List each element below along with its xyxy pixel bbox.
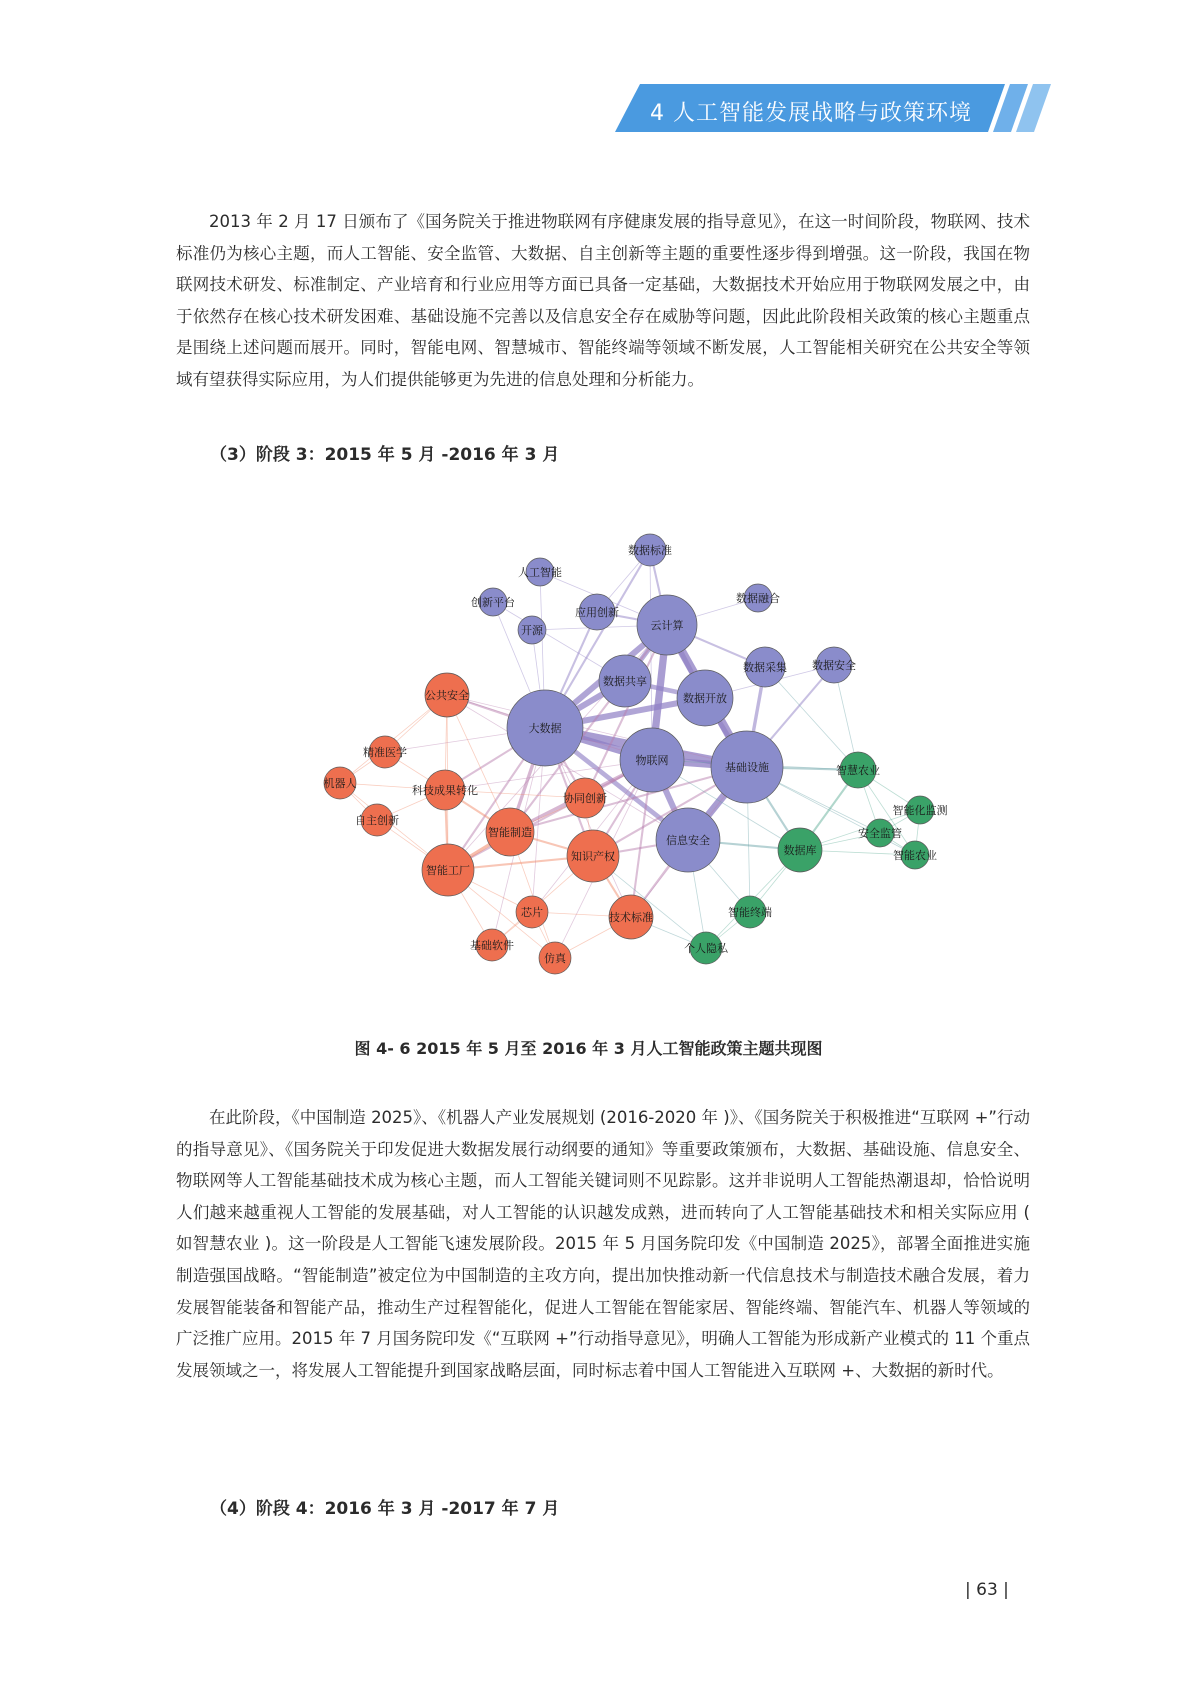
topic-cooccurrence-graph — [240, 510, 948, 1000]
graph-node-zhinenggongchang — [422, 844, 474, 896]
graph-node-yingyongchuangxin — [575, 594, 619, 630]
paragraph: 在此阶段，《中国制造 2025》、《机器人产业发展规划 (2016-2020 年 )》、《国务院关于积极推进“互联网 +”行动的指导意见》、《国务院关于印发促进大数据发展行动纲要的通知》等重要政策颁布，大数据、基础设施、信息安全、物联网等人工智能基础技术成为核心主题，而人工智能关键词则不见踪影。这并非说明人工智能热潮退却，恰恰说明人们越来越重视人工智能的发展基础，对人工智能的认识越发成熟，进而转向了人工智能基础技术和相关实际应用 ( 如智慧农业 )。这一阶段是人工智能飞速发展阶段。2015 年 5 月国务院印发《中国制造 2025》，部署全面推进实施制造强国战略。“智能制造”被定位为中国制造的主攻方向，提出加快推动新一代信息技术与制造技术融合发展，着力发展智能装备和智能产品，推动生产过程智能化，促进人工智能在智能家居、智能终端、智能汽车、机器人等领域的广泛推广应用。2015 年 7 月国务院印发《“互联网 +”行动指导意见》，明确人工智能为形成新产业模式的 11 个重点发展领域之一，将发展人工智能提升到国家战略层面，同时标志着中国人工智能进入互联网 +、大数据的新时代。 — [176, 1108, 1030, 1380]
node-label: 智能化监测 — [892, 804, 948, 817]
graph-node-yunjisuan — [637, 595, 697, 655]
graph-node-fangzhen — [539, 942, 571, 974]
graph-node-shujukaifang — [677, 670, 733, 726]
graph-node-shujuku — [778, 828, 822, 872]
graph-node-zhinengzhizao — [486, 808, 534, 856]
node-label: 智能终端 — [728, 906, 772, 919]
node-label: 数据共享 — [603, 675, 647, 688]
node-label: 应用创新 — [575, 606, 619, 619]
node-label: 智能农业 — [893, 849, 937, 862]
graph-node-zhishichanquan — [567, 830, 619, 882]
graph-node-shujucaiji — [743, 647, 787, 687]
graph-node-xinpian — [516, 896, 548, 928]
graph-node-xietongchuangxin — [563, 778, 607, 818]
graph-node-rengongzhineng — [518, 558, 562, 586]
node-label: 基础设施 — [725, 761, 769, 774]
graph-node-shujubiaozhun — [628, 534, 672, 566]
graph-node-jichuruanjian — [470, 929, 514, 961]
graph-node-shujuronghe — [736, 584, 780, 612]
graph-node-kaiyuan — [518, 616, 546, 644]
node-label: 协同创新 — [563, 792, 607, 805]
page-number: | 63 | — [965, 1580, 1009, 1600]
chapter-title: 4 人工智能发展战略与政策环境 — [650, 101, 972, 126]
node-label: 数据库 — [783, 844, 817, 857]
header-banner — [0, 0, 1177, 140]
graph-node-zhihuinongye — [836, 752, 880, 788]
graph-node-zhinengzhongduan — [728, 896, 772, 928]
graph-node-shujugongxiang — [599, 655, 651, 707]
node-label: 智能工厂 — [426, 864, 470, 877]
node-label: 机器人 — [323, 777, 357, 790]
graph-node-dashuju — [507, 690, 583, 766]
node-label: 精准医学 — [363, 746, 407, 759]
node-label: 自主创新 — [355, 814, 399, 827]
node-label: 芯片 — [521, 906, 543, 919]
node-label: 开源 — [521, 624, 543, 637]
graph-nodes — [324, 534, 948, 974]
node-label: 智慧农业 — [836, 764, 880, 777]
node-label: 仿真 — [544, 952, 566, 965]
node-label: 技术标准 — [609, 911, 653, 924]
node-label: 智能制造 — [488, 826, 532, 839]
node-label: 知识产权 — [571, 850, 615, 863]
graph-node-jiqiren — [324, 767, 357, 799]
graph-node-shujuanquan — [812, 647, 856, 683]
graph-node-jishubiaozhun — [609, 895, 653, 939]
node-label: 数据融合 — [736, 592, 780, 605]
node-label: 数据安全 — [812, 659, 856, 672]
paragraph: 2013 年 2 月 17 日颁布了《国务院关于推进物联网有序健康发展的指导意见》，在这一时间阶段，物联网、技术标准仍为核心主题，而人工智能、安全监管、大数据、自主创新等主题的重要性逐步得到增强。这一阶段，我国在物联网技术研发、标准制定、产业培育和行业应用等方面已具备一定基础，大数据技术开始应用于物联网发展之中，由于依然存在核心技术研发困难、基础设施不完善以及信息安全存在威胁等问题，因此此阶段相关政策的核心主题重点是围绕上述问题而展开。同时，智能电网、智慧城市、智能终端等领域不断发展，人工智能相关研究在公共安全等领域有望获得实际应用，为人们提供能够更为先进的信息处理和分析能力。 — [176, 212, 1030, 389]
graph-node-jichusheshi — [711, 731, 783, 803]
section-heading: （4）阶段 4：2016 年 3 月 -2017 年 7 月 — [210, 1499, 560, 1519]
graph-node-gonggonganquan — [425, 673, 469, 717]
node-label: 大数据 — [528, 722, 562, 735]
node-label: 数据采集 — [743, 661, 787, 674]
graph-node-jingzhunyixue — [363, 736, 407, 768]
node-label: 物联网 — [635, 754, 669, 767]
node-label: 个人隐私 — [684, 942, 728, 955]
node-label: 数据开放 — [683, 692, 727, 705]
node-label: 数据标准 — [628, 544, 672, 557]
graph-node-chuangxinpingtai — [471, 588, 515, 616]
node-label: 云计算 — [650, 619, 684, 632]
node-label: 创新平台 — [471, 596, 515, 609]
node-label: 信息安全 — [666, 834, 710, 847]
section-heading: （3）阶段 3：2015 年 5 月 -2016 年 3 月 — [210, 445, 560, 465]
node-label: 公共安全 — [425, 689, 469, 702]
graph-node-xinxianquan — [656, 808, 720, 872]
figure-caption: 图 4- 6 2015 年 5 月至 2016 年 3 月人工智能政策主题共现图 — [354, 1039, 823, 1058]
node-label: 安全监管 — [858, 827, 902, 840]
graph-edge — [448, 760, 652, 870]
node-label: 人工智能 — [518, 566, 562, 579]
node-label: 基础软件 — [470, 939, 514, 952]
graph-node-wulianwang — [620, 728, 684, 792]
graph-node-gerenyinsi — [684, 932, 729, 964]
graph-node-zhinenghuajiance — [893, 796, 948, 824]
node-label: 科技成果转化 — [412, 784, 478, 797]
